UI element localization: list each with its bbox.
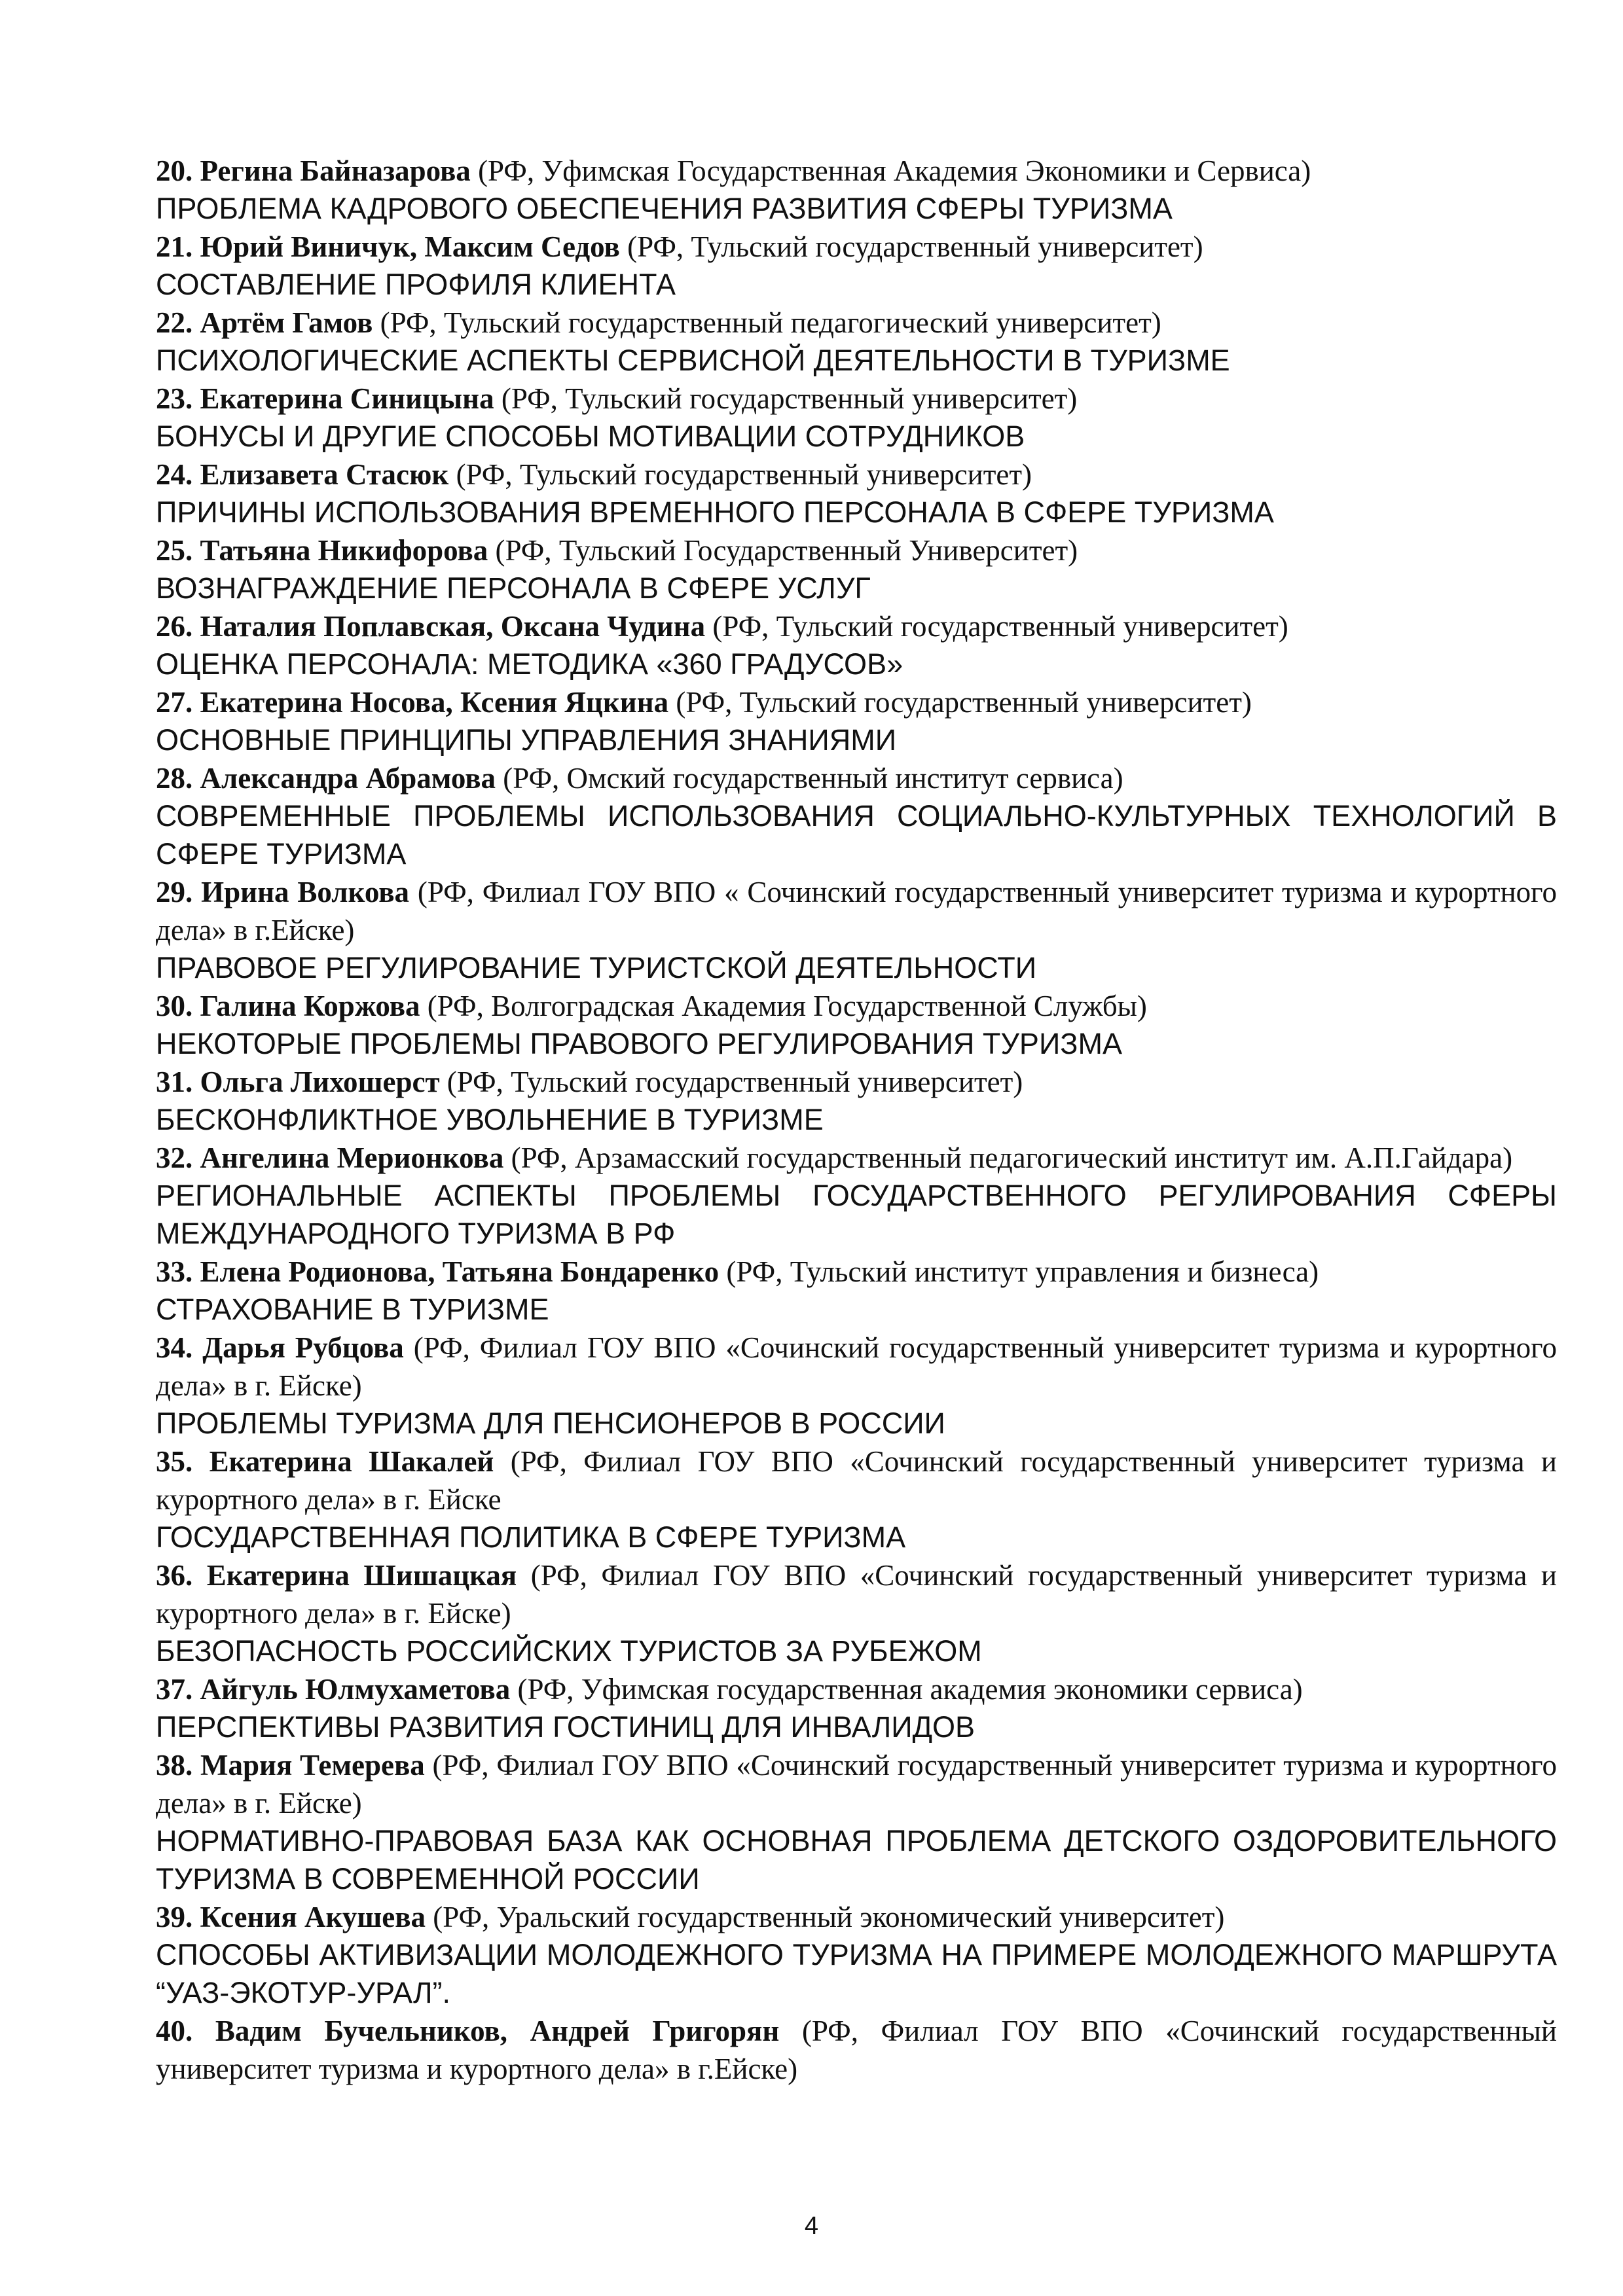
entry-heading	[156, 987, 1557, 1025]
entry-affiliation: (РФ, Филиал ГОУ ВПО «Сочинский государственный университет туризма и курортного дела» в г. Ейске)	[156, 1331, 1558, 1402]
entry-heading	[156, 1898, 1557, 1936]
entry-number: 40.	[156, 2015, 193, 2047]
list-item	[156, 304, 1557, 380]
entry-title: СПОСОБЫ АКТИВИЗАЦИИ МОЛОДЕЖНОГО ТУРИЗМА НА ПРИМЕРЕ МОЛОДЕЖНОГО МАРШРУТА “УАЗ-ЭКОТУР-УРАЛ”.	[156, 1938, 1557, 2009]
entry-heading	[156, 1443, 1557, 1518]
entry-heading	[156, 1253, 1557, 1291]
entry-heading	[156, 873, 1557, 949]
entry-number: 30.	[156, 990, 193, 1022]
list-item	[156, 1063, 1557, 1139]
entry-authors: Екатерина Синицына	[200, 382, 494, 415]
list-item	[156, 607, 1557, 683]
entry-authors: Елизавета Стасюк	[200, 458, 449, 491]
list-item	[156, 531, 1557, 607]
entry-authors: Александра Абрамова	[200, 762, 496, 795]
entry-number: 23.	[156, 382, 193, 415]
list-item	[156, 380, 1557, 456]
entry-title: СОСТАВЛЕНИЕ ПРОФИЛЯ КЛИЕНТА	[156, 268, 676, 301]
entry-affiliation: (РФ, Филиал ГОУ ВПО «Сочинский государственный университет туризма и курортного дела» в г. Ейске	[156, 1445, 1558, 1516]
entry-heading	[156, 1139, 1557, 1177]
entry-affiliation: (РФ, Тульский государственный педагогический университет)	[380, 306, 1161, 339]
entry-title: СОВРЕМЕННЫЕ ПРОБЛЕМЫ ИСПОЛЬЗОВАНИЯ СОЦИАЛЬНО-КУЛЬТУРНЫХ ТЕХНОЛОГИЙ В СФЕРЕ ТУРИЗМА	[156, 799, 1557, 870]
entry-affiliation: (РФ, Омский государственный институт сервиса)	[503, 762, 1123, 795]
entry-number: 34.	[156, 1331, 193, 1364]
entry-authors: Дарья Рубцова	[202, 1331, 404, 1364]
list-item	[156, 1670, 1557, 1746]
entry-title: ПРАВОВОЕ РЕГУЛИРОВАНИЕ ТУРИСТСКОЙ ДЕЯТЕЛЬНОСТИ	[156, 951, 1037, 984]
entry-heading	[156, 152, 1557, 190]
list-item	[156, 987, 1557, 1063]
entries-list	[156, 152, 1557, 2088]
entry-heading	[156, 683, 1557, 721]
list-item	[156, 2012, 1557, 2088]
entry-number: 25.	[156, 534, 193, 567]
entry-title: ПРОБЛЕМЫ ТУРИЗМА ДЛЯ ПЕНСИОНЕРОВ В РОССИИ	[156, 1407, 945, 1440]
entry-number: 36.	[156, 1559, 193, 1592]
entry-number: 31.	[156, 1066, 193, 1098]
page-number: 4	[804, 2212, 819, 2240]
entry-heading	[156, 456, 1557, 493]
entry-number: 35.	[156, 1445, 193, 1478]
entry-affiliation: (РФ, Филиал ГОУ ВПО «Сочинский государственный университет туризма и курортного дела» в г. Ейске)	[156, 1559, 1557, 1630]
entry-affiliation: (РФ, Уфимская государственная академия экономики сервиса)	[517, 1673, 1303, 1706]
entry-title: ГОСУДАРСТВЕННАЯ ПОЛИТИКА В СФЕРЕ ТУРИЗМА	[156, 1520, 906, 1554]
entry-title: БЕЗОПАСНОСТЬ РОССИЙСКИХ ТУРИСТОВ ЗА РУБЕЖОМ	[156, 1634, 982, 1668]
entry-title: ПСИХОЛОГИЧЕСКИЕ АСПЕКТЫ СЕРВИСНОЙ ДЕЯТЕЛЬНОСТИ В ТУРИЗМЕ	[156, 344, 1230, 377]
entry-heading	[156, 1556, 1557, 1632]
entry-title: НОРМАТИВНО-ПРАВОВАЯ БАЗА КАК ОСНОВНАЯ ПРОБЛЕМА ДЕТСКОГО ОЗДОРОВИТЕЛЬНОГО ТУРИЗМА В СОВРЕМЕННОЙ РОССИИ	[156, 1824, 1557, 1895]
entry-number: 27.	[156, 686, 193, 719]
entry-authors: Мария Темерева	[200, 1749, 425, 1782]
entry-number: 21.	[156, 230, 193, 263]
entry-title: БЕСКОНФЛИКТНОЕ УВОЛЬНЕНИЕ В ТУРИЗМЕ	[156, 1103, 824, 1136]
list-item	[156, 1556, 1557, 1670]
entry-number: 32.	[156, 1141, 193, 1174]
entry-heading	[156, 759, 1557, 797]
entry-heading	[156, 228, 1557, 266]
entry-number: 29.	[156, 876, 193, 908]
entry-authors: Екатерина Носова, Ксения Яцкина	[200, 686, 669, 719]
entry-title: ОСНОВНЫЕ ПРИНЦИПЫ УПРАВЛЕНИЯ ЗНАНИЯМИ	[156, 723, 897, 757]
entry-affiliation: (РФ, Тульский государственный университет)	[456, 458, 1032, 491]
entry-affiliation: (РФ, Филиал ГОУ ВПО «Сочинский государственный университет туризма и курортного дела» в г. Ейске)	[156, 1749, 1557, 1820]
entry-authors: Наталия Поплавская, Оксана Чудина	[200, 610, 706, 643]
list-item	[156, 1746, 1557, 1898]
entry-title: ПРИЧИНЫ ИСПОЛЬЗОВАНИЯ ВРЕМЕННОГО ПЕРСОНАЛА В СФЕРЕ ТУРИЗМА	[156, 495, 1274, 529]
entry-authors: Ольга Лихошерст	[200, 1066, 440, 1098]
entry-authors: Екатерина Шакалей	[209, 1445, 494, 1478]
list-item	[156, 759, 1557, 873]
entry-title: СТРАХОВАНИЕ В ТУРИЗМЕ	[156, 1293, 549, 1326]
entry-heading	[156, 304, 1557, 342]
entry-number: 26.	[156, 610, 193, 643]
entry-affiliation: (РФ, Тульский государственный университет)	[501, 382, 1078, 415]
entry-affiliation: (РФ, Тульский институт управления и бизнеса)	[726, 1255, 1319, 1288]
list-item	[156, 1329, 1557, 1443]
entry-authors: Ксения Акушева	[200, 1901, 426, 1933]
entry-affiliation: (РФ, Волгоградская Академия Государственной Службы)	[427, 990, 1147, 1022]
entry-authors: Ирина Волкова	[201, 876, 410, 908]
entry-number: 24.	[156, 458, 193, 491]
entry-heading	[156, 1670, 1557, 1708]
list-item	[156, 456, 1557, 531]
entry-authors: Екатерина Шишацкая	[206, 1559, 517, 1592]
entry-affiliation: (РФ, Уральский государственный экономический университет)	[433, 1901, 1225, 1933]
entry-heading	[156, 1746, 1557, 1822]
entry-authors: Галина Коржова	[200, 990, 420, 1022]
entry-heading	[156, 531, 1557, 569]
entry-heading	[156, 1329, 1557, 1405]
list-item	[156, 228, 1557, 304]
entry-number: 28.	[156, 762, 193, 795]
entry-heading	[156, 380, 1557, 418]
entry-title: РЕГИОНАЛЬНЫЕ АСПЕКТЫ ПРОБЛЕМЫ ГОСУДАРСТВЕННОГО РЕГУЛИРОВАНИЯ СФЕРЫ МЕЖДУНАРОДНОГО ТУРИЗМА В РФ	[156, 1179, 1557, 1250]
entry-heading	[156, 607, 1557, 645]
entry-affiliation: (РФ, Тульский государственный университет)	[447, 1066, 1023, 1098]
entry-affiliation: (РФ, Тульский Государственный Университет)	[495, 534, 1078, 567]
entry-title: ОЦЕНКА ПЕРСОНАЛА: МЕТОДИКА «360 ГРАДУСОВ»	[156, 647, 903, 681]
entry-title: БОНУСЫ И ДРУГИЕ СПОСОБЫ МОТИВАЦИИ СОТРУДНИКОВ	[156, 420, 1025, 453]
entry-affiliation: (РФ, Уфимская Государственная Академия Экономики и Сервиса)	[478, 154, 1311, 187]
entry-affiliation: (РФ, Филиал ГОУ ВПО « Сочинский государственный университет туризма и курортного дела» в г.Ейске)	[156, 876, 1557, 946]
list-item	[156, 873, 1557, 987]
list-item	[156, 152, 1557, 228]
entry-authors: Юрий Виничук, Максим Седов	[200, 230, 620, 263]
entry-title: ПРОБЛЕМА КАДРОВОГО ОБЕСПЕЧЕНИЯ РАЗВИТИЯ СФЕРЫ ТУРИЗМА	[156, 192, 1173, 225]
entry-authors: Татьяна Никифорова	[200, 534, 488, 567]
list-item	[156, 1253, 1557, 1329]
list-item	[156, 1898, 1557, 2012]
entry-affiliation: (РФ, Тульский государственный университет)	[627, 230, 1203, 263]
entry-heading	[156, 1063, 1557, 1101]
entry-authors: Артём Гамов	[200, 306, 373, 339]
entry-number: 33.	[156, 1255, 193, 1288]
entry-number: 22.	[156, 306, 193, 339]
entry-affiliation: (РФ, Филиал ГОУ ВПО «Сочинский государственный университет туризма и курортного дела» в г.Ейске)	[156, 2015, 1557, 2085]
entry-title: ПЕРСПЕКТИВЫ РАЗВИТИЯ ГОСТИНИЦ ДЛЯ ИНВАЛИДОВ	[156, 1710, 976, 1744]
entry-authors: Елена Родионова, Татьяна Бондаренко	[200, 1255, 720, 1288]
entry-number: 20.	[156, 154, 193, 187]
entry-affiliation: (РФ, Тульский государственный университет)	[712, 610, 1288, 643]
entry-authors: Вадим Бучельников, Андрей Григорян	[215, 2015, 780, 2047]
entry-number: 37.	[156, 1673, 193, 1706]
entry-authors: Регина Байназарова	[200, 154, 471, 187]
entry-number: 39.	[156, 1901, 193, 1933]
entry-authors: Айгуль Юлмухаметова	[200, 1673, 511, 1706]
list-item	[156, 1443, 1557, 1556]
list-item	[156, 1139, 1557, 1253]
entry-affiliation: (РФ, Тульский государственный университет)	[676, 686, 1252, 719]
entry-heading	[156, 2012, 1557, 2088]
entry-title: НЕКОТОРЫЕ ПРОБЛЕМЫ ПРАВОВОГО РЕГУЛИРОВАНИЯ ТУРИЗМА	[156, 1027, 1122, 1060]
entry-title: ВОЗНАГРАЖДЕНИЕ ПЕРСОНАЛА В СФЕРЕ УСЛУГ	[156, 571, 871, 605]
entry-affiliation: (РФ, Арзамасский государственный педагогический институт им. А.П.Гайдара)	[511, 1141, 1513, 1174]
list-item	[156, 683, 1557, 759]
entry-number: 38.	[156, 1749, 193, 1782]
entry-authors: Ангелина Мерионкова	[200, 1141, 504, 1174]
